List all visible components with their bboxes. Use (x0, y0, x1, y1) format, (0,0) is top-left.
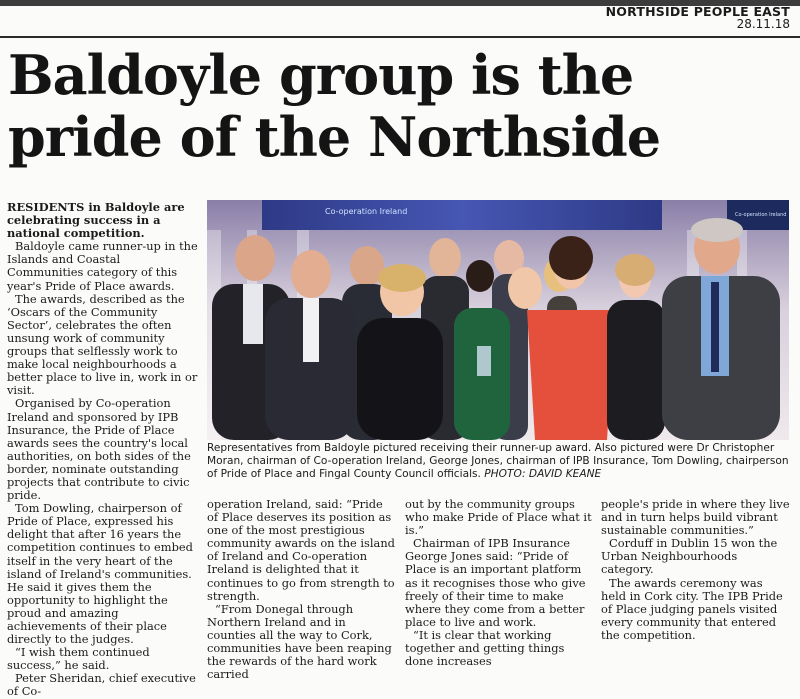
paragraph: “It is clear that working together and getting things done increases (405, 627, 565, 669)
paragraph: Tom Dowling, chairperson of Pride of Place, expressed his delight that after 16 years the competition continues to embed itself in the very heart of the island of Ireland's communities. He said it gives them the opportunity to highlight the proud and amazing achievements of their place directly to the judges. (7, 501, 193, 647)
article-column-2 (207, 498, 397, 681)
publication-name: NORTHSIDE PEOPLE EAST (605, 4, 790, 19)
article-column-3 (405, 498, 595, 668)
headline (8, 44, 798, 168)
headline-line-2: pride of the Northside (8, 105, 661, 169)
paragraph: “From Donegal through Northern Ireland and in counties all the way to Cork, communities have been reaping the rewards of the hard work carried (207, 601, 392, 682)
paragraph: Chairman of IPB Insurance George Jones said: “Pride of Place is an important platform as it recognises those who give freely of their time to make where they come from a better place to live and work. (405, 536, 586, 629)
photo-credit: PHOTO: DAVID KEANE (484, 468, 602, 481)
screen-text: Co-operation Ireland (735, 212, 787, 218)
lead-paragraph: RESIDENTS in Baldoyle are celebrating success in a national competition. (7, 200, 185, 241)
headline-line-1: Baldoyle group is the (8, 43, 634, 107)
paragraph: Baldoyle came runner-up in the Islands and Coastal Communities category of this year's Pride of Place awards. (7, 239, 198, 293)
masthead (606, 5, 790, 31)
photo-caption (207, 442, 792, 482)
publication-date: 28.11.18 (736, 17, 790, 31)
paragraph: Organised by Co-operation Ireland and sponsored by IPB Insurance, the Pride of Place awards sees the country's local authorities, on both sides of the border, nominate outstanding projects that contribute to civic pride. (7, 396, 191, 503)
paragraph: “I wish them continued success,” he said. (7, 645, 150, 673)
paragraph: Corduff in Dublin 15 won the Urban Neighbourhoods category. (601, 536, 778, 577)
banner-text: Co-operation Ireland (325, 207, 408, 216)
article-column-1 (7, 201, 199, 699)
award-photo (207, 200, 789, 440)
paragraph: Peter Sheridan, chief executive of Co- (7, 671, 196, 699)
article-column-4 (601, 498, 791, 642)
paragraph: operation Ireland, said: “Pride of Place deserves its position as one of the most prestigious community awards on the island of Ireland and Co-operation Ireland is delighted that it continues to go from strength to strength. (207, 497, 395, 603)
paragraph: The awards ceremony was held in Cork city. The IPB Pride of Place judging panels visited every community that entered the competition. (601, 575, 783, 642)
paragraph: out by the community groups who make Pride of Place what it is.” (405, 497, 592, 538)
paragraph: The awards, described as the ‘Oscars of the Community Sector’, celebrates the often unsung work of community groups that selflessly work to make local neighbourhoods a better place to live in, work in or visit. (7, 291, 198, 398)
header-rule (0, 36, 800, 38)
paragraph: people's pride in where they live and in turn helps build vibrant sustainable communities.” (601, 497, 790, 538)
caption-text: Representatives from Baldoyle pictured receiving their runner-up award. Also pictured were Dr Christopher Moran, chairman of Co-operation Ireland, George Jones, chairman of IPB Insurance, Tom Dowling, chairperson of Pride of Place and Fingal County Council officials. (207, 442, 789, 481)
